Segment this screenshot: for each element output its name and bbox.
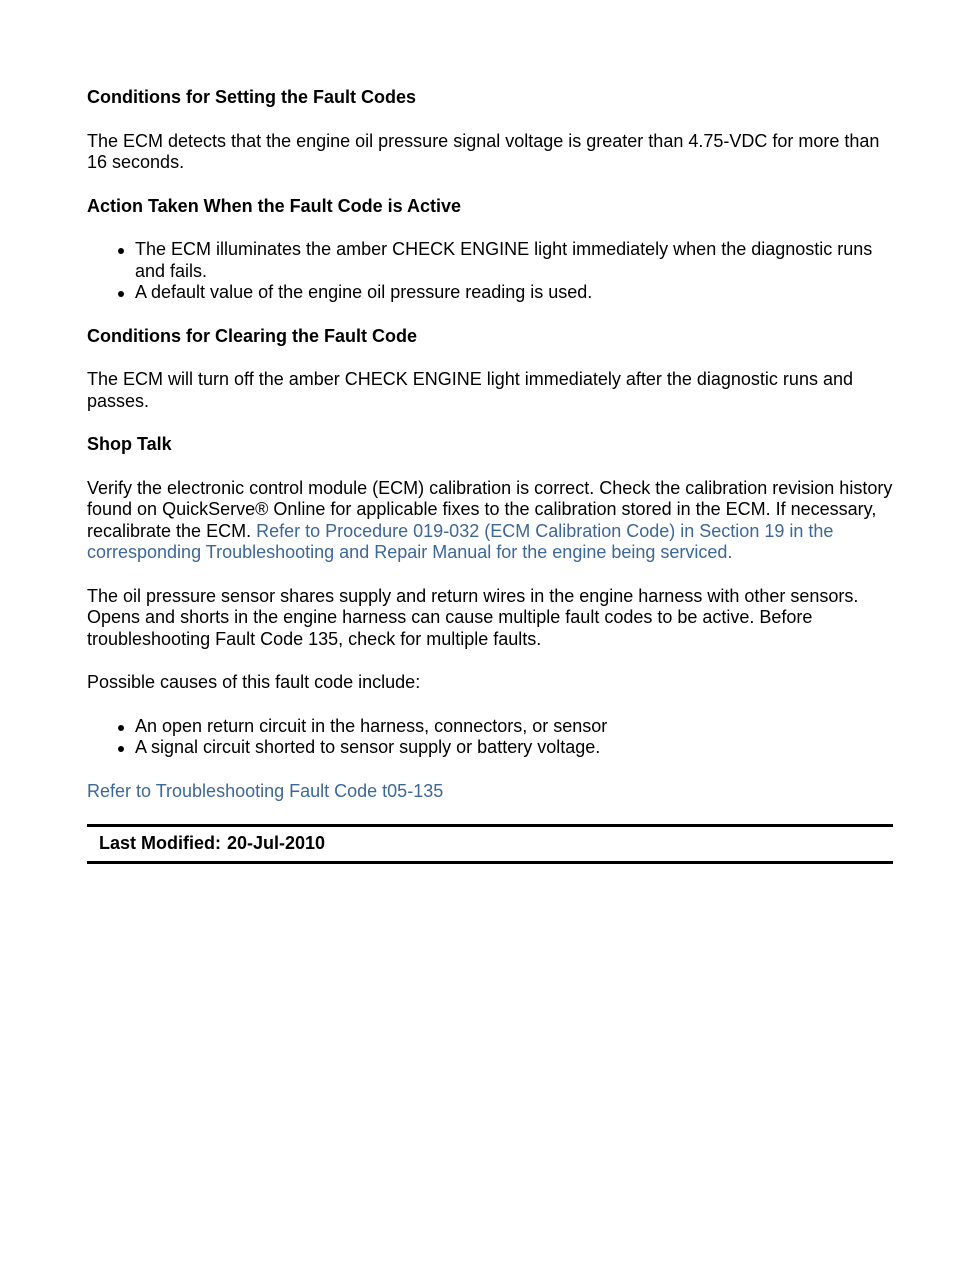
last-modified-date: 20-Jul-2010	[227, 833, 326, 853]
heading-conditions-setting: Conditions for Setting the Fault Codes	[87, 87, 416, 107]
heading-action-taken: Action Taken When the Fault Code is Active	[87, 195, 462, 216]
list-item: A signal circuit shorted to sensor supply or battery voltage.	[135, 737, 893, 759]
shop-talk-text: Verify the electronic control module (ECM) calibration is correct. Check the calibration revision history found on QuickServe® Online for applicable fixes to the calibration stored in the ECM. If necessary, recalibrate the ECM.	[87, 477, 893, 541]
heading-conditions-clearing: Conditions for Clearing the Fault Code	[87, 325, 417, 346]
list-item: An open return circuit in the harness, connectors, or sensor	[135, 716, 893, 738]
procedure-019-032-link[interactable]: Refer to Procedure 019-032 (ECM Calibration Code) in Section 19 in the corresponding Troubleshooting and Repair Manual for the engine being serviced.	[87, 520, 834, 562]
shop-talk-paragraph-2: The oil pressure sensor shares supply and return wires in the engine harness with other sensors. Opens and shorts in the engine harness can cause multiple fault codes to be active. Before troubleshooting Fault Code 135, check for multiple faults.	[87, 585, 859, 649]
conditions-setting-text: The ECM detects that the engine oil pressure signal voltage is greater than 4.75-VDC for more than 16 seconds.	[87, 130, 880, 172]
last-modified-bar	[87, 824, 893, 864]
list-item: A default value of the engine oil pressure reading is used.	[135, 282, 893, 304]
possible-causes-intro: Possible causes of this fault code include:	[87, 672, 421, 692]
last-modified-label: Last Modified:	[99, 833, 221, 853]
shop-talk-paragraph-1	[87, 478, 893, 564]
heading-shop-talk: Shop Talk	[87, 434, 172, 454]
possible-causes-list	[87, 716, 893, 759]
troubleshooting-link-paragraph	[87, 781, 893, 803]
action-taken-list	[87, 239, 893, 304]
list-item: The ECM illuminates the amber CHECK ENGINE light immediately when the diagnostic runs and fails.	[135, 239, 893, 282]
conditions-clearing-text: The ECM will turn off the amber CHECK ENGINE light immediately after the diagnostic runs and passes.	[87, 369, 853, 411]
document-page	[87, 87, 893, 864]
troubleshooting-fault-code-link[interactable]: Refer to Troubleshooting Fault Code t05-135	[87, 780, 444, 801]
